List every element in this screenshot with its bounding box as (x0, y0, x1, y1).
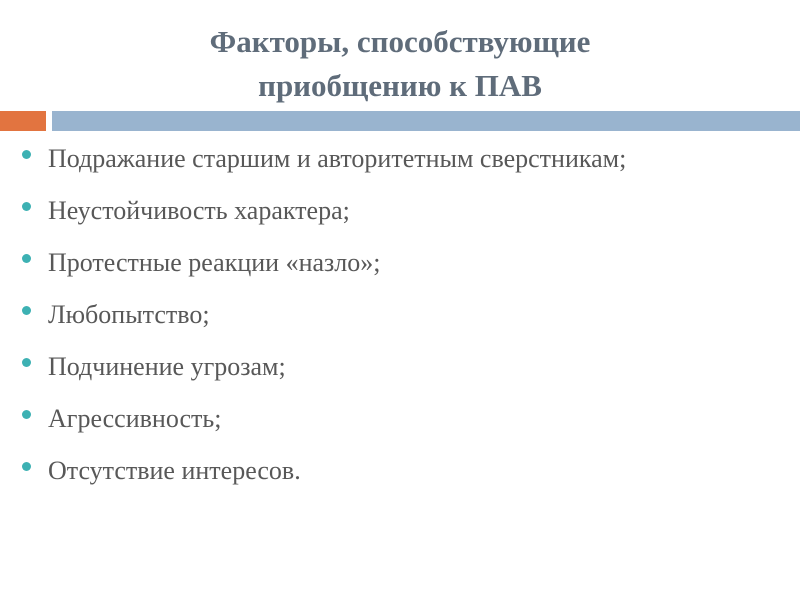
list-item-text: Подчинение угрозам; (48, 352, 286, 381)
list-item (22, 192, 762, 229)
bullet-dot-icon (22, 410, 31, 419)
list-item-text: Любопытство; (48, 300, 210, 329)
list-item-text: Агрессивность; (48, 404, 222, 433)
list-item (22, 452, 762, 489)
list-item-text: Отсутствие интересов. (48, 456, 301, 485)
slide-title-line-1: Факторы, способствующие (209, 24, 591, 59)
list-item-text: Неустойчивость характера; (48, 196, 350, 225)
bullet-dot-icon (22, 202, 31, 211)
list-item (22, 400, 762, 437)
divider-accent-block (0, 111, 46, 131)
title-divider (0, 111, 800, 131)
divider-bar (52, 111, 800, 131)
bullet-dot-icon (22, 358, 31, 367)
list-item (22, 348, 762, 385)
list-item-text: Подражание старшим и авторитетным сверстникам; (48, 144, 627, 173)
bullet-list (22, 140, 762, 504)
bullet-dot-icon (22, 306, 31, 315)
list-item (22, 296, 762, 333)
slide-title-line-2: приобщению к ПАВ (258, 68, 542, 103)
bullet-dot-icon (22, 462, 31, 471)
bullet-dot-icon (22, 254, 31, 263)
list-item (22, 140, 762, 177)
bullet-dot-icon (22, 150, 31, 159)
slide-title (0, 20, 800, 108)
list-item (22, 244, 762, 281)
list-item-text: Протестные реакции «назло»; (48, 248, 381, 277)
